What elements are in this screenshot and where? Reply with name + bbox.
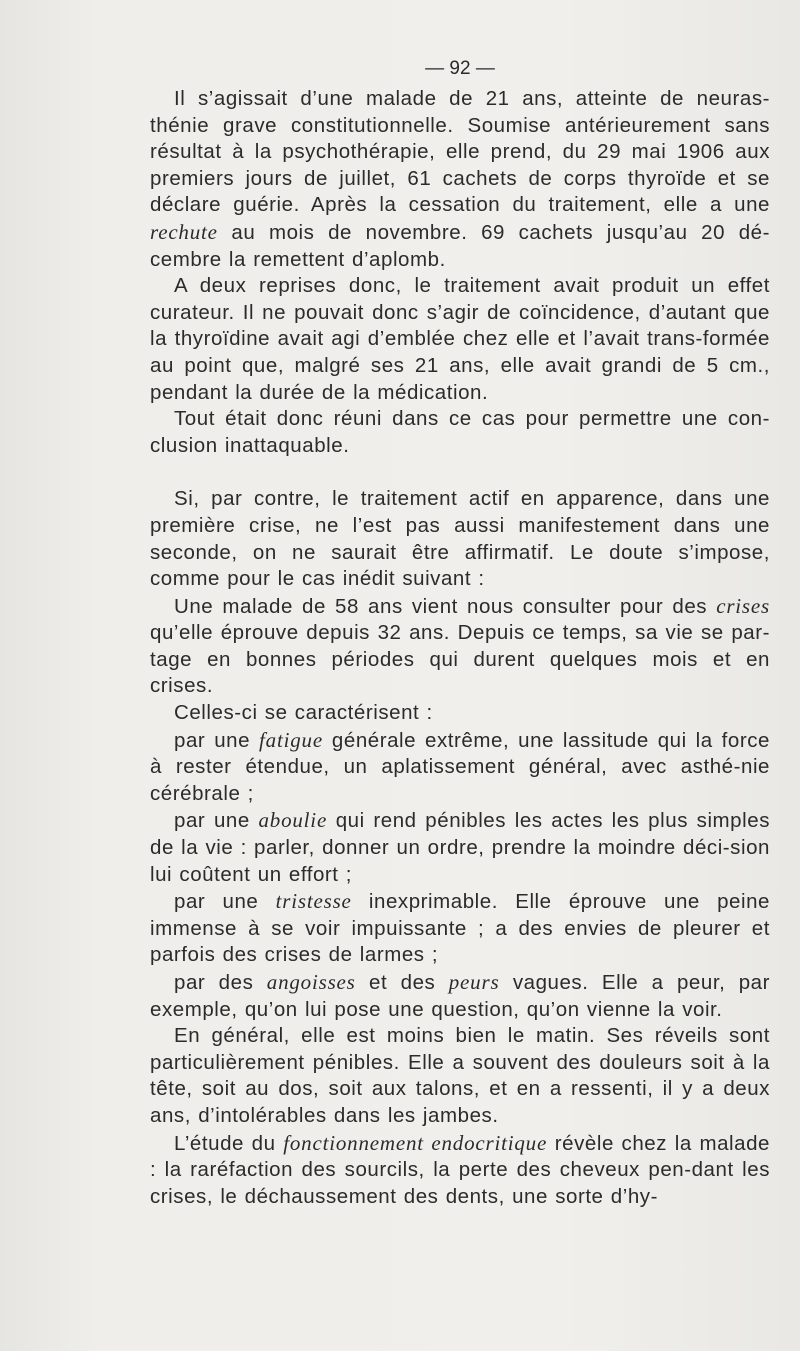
text-run: Il s’agissait d’une malade de 21 ans, atteinte de neuras-thénie grave constitutionnelle. Soumise antérieurement sans résultat à la psychothérapie, elle prend, du 29 mai 1906 aux premiers jours de juillet, 61 cachets de corps thyroïde et se déclare guérie. Après la cessation du traitement, elle a une (150, 87, 770, 217)
text-run: Tout était donc réuni dans ce cas pour permettre une con-clusion inattaquable. (150, 407, 770, 457)
italic-text: aboulie (258, 808, 328, 833)
text-run: inexprimable. Elle éprouve une peine immense à se voir impuissante ; a des envies de pleurer et parfois des crises de larmes ; (150, 890, 771, 967)
italic-text: tristesse (275, 889, 352, 914)
italic-text: fonctionnement endocritique (283, 1130, 548, 1155)
italic-text: angoisses (266, 970, 356, 994)
italic-text: rechute (150, 219, 218, 244)
paragraph (150, 593, 770, 700)
text-run: vagues. Elle a peur, par exemple, qu’on lui pose une question, qu’on vienne la voir. (150, 971, 770, 1021)
text-run: révèle chez la malade : la raréfaction des sourcils, la perte des cheveux pen-dant les crises, le déchaussement des dents, une sorte d’hy- (150, 1131, 770, 1208)
text-run: par des (174, 971, 267, 994)
paragraph (150, 1130, 770, 1211)
paragraph (150, 727, 770, 808)
text-run: et des (355, 971, 449, 994)
paragraph (150, 807, 770, 888)
text-run: par une (174, 728, 260, 752)
text-run: générale extrême, une lassitude qui la force à rester étendue, un aplatissement général, avec asthé-nie cérébrale ; (150, 728, 771, 805)
paragraph (150, 406, 770, 459)
paragraph (150, 273, 770, 406)
text-run: par une (174, 809, 259, 833)
text-run: En général, elle est moins bien le matin. Ses réveils sont particulièrement pénibles. Elle a souvent des douleurs soit à la tête, soit au dos, soit aux talons, et en a ressenti, il y a deux ans, d’intolérables dans les jambes. (150, 1024, 770, 1127)
text-run: qui rend pénibles les actes les plus simples de la vie : parler, donner un ordre, prendre la moindre déci-sion lui coûtent un effort ; (150, 809, 770, 886)
page-number: — 92 — (425, 58, 495, 79)
paragraph (150, 700, 770, 727)
body-text (150, 86, 770, 1210)
italic-text: fatigue (259, 727, 323, 752)
text-run: Celles-ci se caractérisent : (174, 701, 433, 725)
italic-text: peurs (448, 970, 500, 994)
paragraph (150, 969, 770, 1023)
paragraph (150, 1023, 770, 1129)
text-run: L’étude du (174, 1131, 284, 1155)
text-run: Si, par contre, le traitement actif en apparence, dans une première crise, ne l’est pas aussi manifestement dans une seconde, on ne saurait être affirmatif. Le doute s’impose, comme pour le cas inédit suivant : (150, 487, 770, 591)
paragraph (150, 888, 770, 969)
text-run: par une (174, 890, 276, 914)
text-run: au mois de novembre. 69 cachets jusqu’au 20 dé-cembre la remettent d’aplomb. (150, 220, 770, 271)
paragraph (150, 486, 770, 592)
italic-text: crises (716, 593, 770, 618)
text-run: A deux reprises donc, le traitement avait produit un effet curateur. Il ne pouvait donc s’agir de coïncidence, d’autant que la thyroïdine avait agi d’emblée chez elle et l’avait trans-formée au point que, malgré ses 21 ans, elle avait grandi de 5 cm., pendant la durée de la médication. (150, 274, 770, 404)
text-run: qu’elle éprouve depuis 32 ans. Depuis ce temps, sa vie se par-tage en bonnes périodes qui durent quelques mois et en crises. (150, 621, 770, 698)
text-run: Une malade de 58 ans vient nous consulter pour des (174, 594, 717, 618)
paragraph (150, 86, 770, 273)
